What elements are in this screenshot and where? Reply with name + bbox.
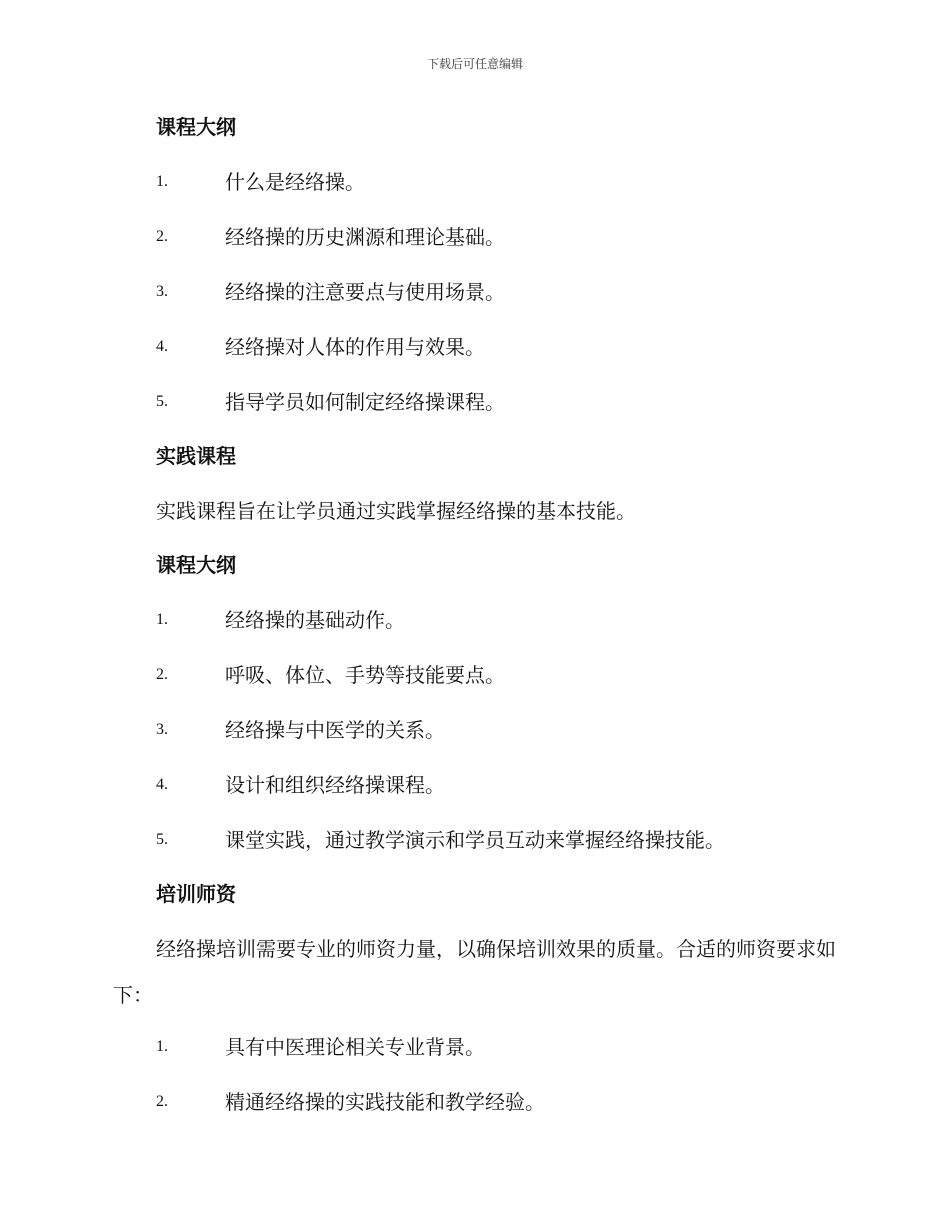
section-paragraph: 经络操培训需要专业的师资力量，以确保培训效果的质量。合适的师资要求如下： xyxy=(113,937,836,1007)
list-item-number: 2. xyxy=(156,666,168,683)
list-item xyxy=(156,223,856,251)
section-heading-course-outline-2: 课程大纲 xyxy=(156,553,236,577)
list-item-number: 2. xyxy=(156,228,168,245)
list-item xyxy=(156,1088,856,1116)
list-item-text: 具有中医理论相关专业背景。 xyxy=(225,1035,485,1059)
list-item xyxy=(156,1033,856,1061)
list-item xyxy=(156,661,856,689)
list-item-number: 5. xyxy=(156,831,168,848)
list-item-number: 1. xyxy=(156,611,168,628)
list-item-text: 经络操的基础动作。 xyxy=(225,608,405,632)
header-note: 下载后可任意编辑 xyxy=(426,57,523,71)
list-item-text: 指导学员如何制定经络操课程。 xyxy=(225,390,505,414)
section-paragraph: 实践课程旨在让学员通过实践掌握经络操的基本技能。 xyxy=(156,499,636,523)
list-item-number: 5. xyxy=(156,393,168,410)
list-item-number: 1. xyxy=(156,173,168,190)
list-item xyxy=(156,771,856,799)
list-item xyxy=(156,388,856,416)
list-item-text: 经络操的历史渊源和理论基础。 xyxy=(225,225,505,249)
list-item-number: 1. xyxy=(156,1038,168,1055)
section-heading-trainers: 培训师资 xyxy=(156,882,236,906)
list-item-text: 经络操与中医学的关系。 xyxy=(225,718,445,742)
list-item xyxy=(156,606,856,634)
list-item-text: 什么是经络操。 xyxy=(225,170,365,194)
list-item-text: 设计和组织经络操课程。 xyxy=(225,773,445,797)
list-item xyxy=(156,168,856,196)
list-item xyxy=(156,333,856,361)
list-item-number: 3. xyxy=(156,283,168,300)
list-item-text: 课堂实践，通过教学演示和学员互动来掌握经络操技能。 xyxy=(225,828,725,852)
list-item-text: 经络操的注意要点与使用场景。 xyxy=(225,280,505,304)
list-item xyxy=(156,826,856,854)
list-item-number: 3. xyxy=(156,721,168,738)
list-item-text: 呼吸、体位、手势等技能要点。 xyxy=(225,663,505,687)
list-item xyxy=(156,278,856,306)
section-heading-course-outline: 课程大纲 xyxy=(156,115,236,139)
list-item-text: 经络操对人体的作用与效果。 xyxy=(225,335,485,359)
section-heading-practice-course: 实践课程 xyxy=(156,444,236,468)
list-item-text: 精通经络操的实践技能和教学经验。 xyxy=(225,1090,545,1114)
list-item xyxy=(156,716,856,744)
list-item-number: 4. xyxy=(156,338,168,355)
list-item-number: 4. xyxy=(156,776,168,793)
list-item-number: 2. xyxy=(156,1093,168,1110)
